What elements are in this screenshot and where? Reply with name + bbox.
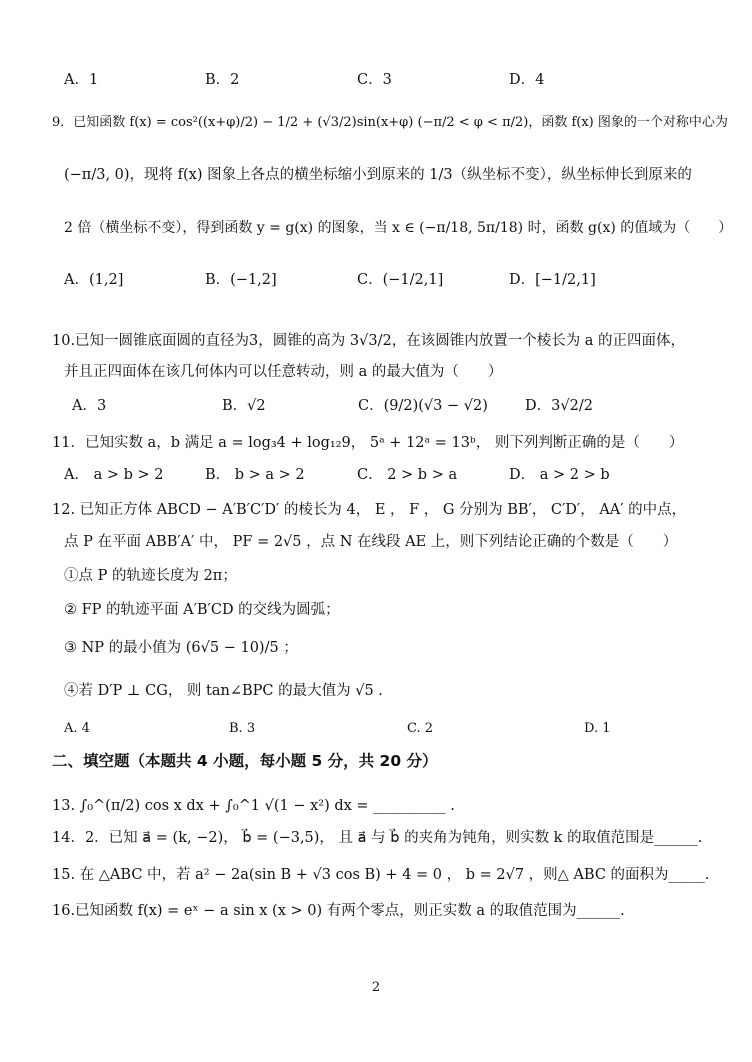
q15-line: 15. 在 △ABC 中，若 a² − 2a(sin B + √3 cos B) + 4 = 0 ， b = 2√7 ，则△ ABC 的面积为_____. — [52, 867, 710, 883]
q10-option-d: D．3√2/2 — [525, 398, 593, 414]
page-number: 2 — [371, 980, 381, 995]
q9-option-d: D．[−1/2,1] — [509, 272, 596, 288]
q12-statement-2: ② FP 的轨迹平面 A′B′CD 的交线为圆弧； — [64, 602, 340, 618]
q11-option-d: D． a > 2 > b — [509, 467, 610, 483]
q9-line-1: 9．已知函数 f(x) = cos²((x+φ)/2) − 1/2 + (√3/2)sin(x+φ) (−π/2 < φ < π/2)，函数 f(x) 图象的一个对称中心为 — [52, 115, 728, 130]
q11-option-a: A． a > b > 2 — [64, 467, 164, 483]
q9-option-c: C．(−1/2,1] — [357, 272, 444, 288]
q16-line: 16.已知函数 f(x) = eˣ − a sin x (x > 0) 有两个零点，则正实数 a 的取值范围为______. — [52, 903, 625, 919]
q9-line-2: (−π/3, 0)，现将 f(x) 图象上各点的横坐标缩小到原来的 1/3（纵坐标不变），纵坐标伸长到原来的 — [64, 167, 692, 183]
q12-statement-4: ④若 D′P ⊥ CG， 则 tan∠BPC 的最大值为 √5 . — [64, 683, 383, 699]
section-2-heading: 二、填空题（本题共 4 小题，每小题 5 分，共 20 分） — [52, 752, 438, 770]
q8-option-d: D．4 — [509, 72, 545, 88]
q9-line-3: 2 倍（横坐标不变），得到函数 y = g(x) 的图象，当 x ∈ (−π/18, 5π/18) 时，函数 g(x) 的值域为（ ） — [64, 220, 733, 236]
q11-option-c: C． 2 > b > a — [357, 467, 458, 483]
q12-option-d: D. 1 — [584, 721, 611, 736]
q14-line: 14．2．已知 a⃗ = (k, −2)， b⃗ = (−3,5)， 且 a⃗ 与 b⃗ 的夹角为钝角，则实数 k 的取值范围是______. — [52, 830, 703, 846]
q10-option-b: B．√2 — [222, 398, 266, 414]
q10-line-2: 并且正四面体在该几何体内可以任意转动，则 a 的最大值为（ ） — [64, 364, 503, 380]
q11-line-1: 11．已知实数 a，b 满足 a = log₃4 + log₁₂9， 5ᵃ + 12ᵃ = 13ᵇ， 则下列判断正确的是（ ） — [52, 435, 684, 451]
q9-option-b: B．(−1,2] — [205, 272, 277, 288]
q11-option-b: B． b > a > 2 — [205, 467, 305, 483]
q8-option-c: C．3 — [357, 72, 392, 88]
q12-line-2: 点 P 在平面 ABB′A′ 中， PF = 2√5 ，点 N 在线段 AE 上，则下列结论正确的个数是（ ） — [64, 534, 678, 550]
q9-option-a: A．(1,2] — [64, 272, 124, 288]
q12-statement-3: ③ NP 的最小值为 (6√5 − 10)/5 ； — [64, 640, 298, 656]
q10-option-a: A．3 — [72, 398, 107, 414]
q12-option-a: A. 4 — [64, 721, 90, 736]
q12-line-1: 12. 已知正方体 ABCD − A′B′C′D′ 的棱长为 4， E ， F ， G 分别为 BB′， C′D′， AA′ 的中点， — [52, 502, 687, 518]
q8-option-a: A．1 — [64, 72, 99, 88]
q12-option-c: C. 2 — [407, 721, 434, 736]
q8-option-b: B．2 — [205, 72, 240, 88]
q12-option-b: B. 3 — [229, 721, 256, 736]
q10-line-1: 10.已知一圆锥底面圆的直径为3，圆锥的高为 3√3/2，在该圆锥内放置一个棱长为 a 的正四面体， — [52, 333, 686, 349]
q13-line: 13. ∫₀^(π/2) cos x dx + ∫₀^1 √(1 − x²) dx = __________ . — [52, 798, 455, 814]
q10-option-c: C．(9/2)(√3 − √2) — [358, 398, 488, 414]
q12-statement-1: ①点 P 的轨迹长度为 2π； — [64, 568, 237, 584]
